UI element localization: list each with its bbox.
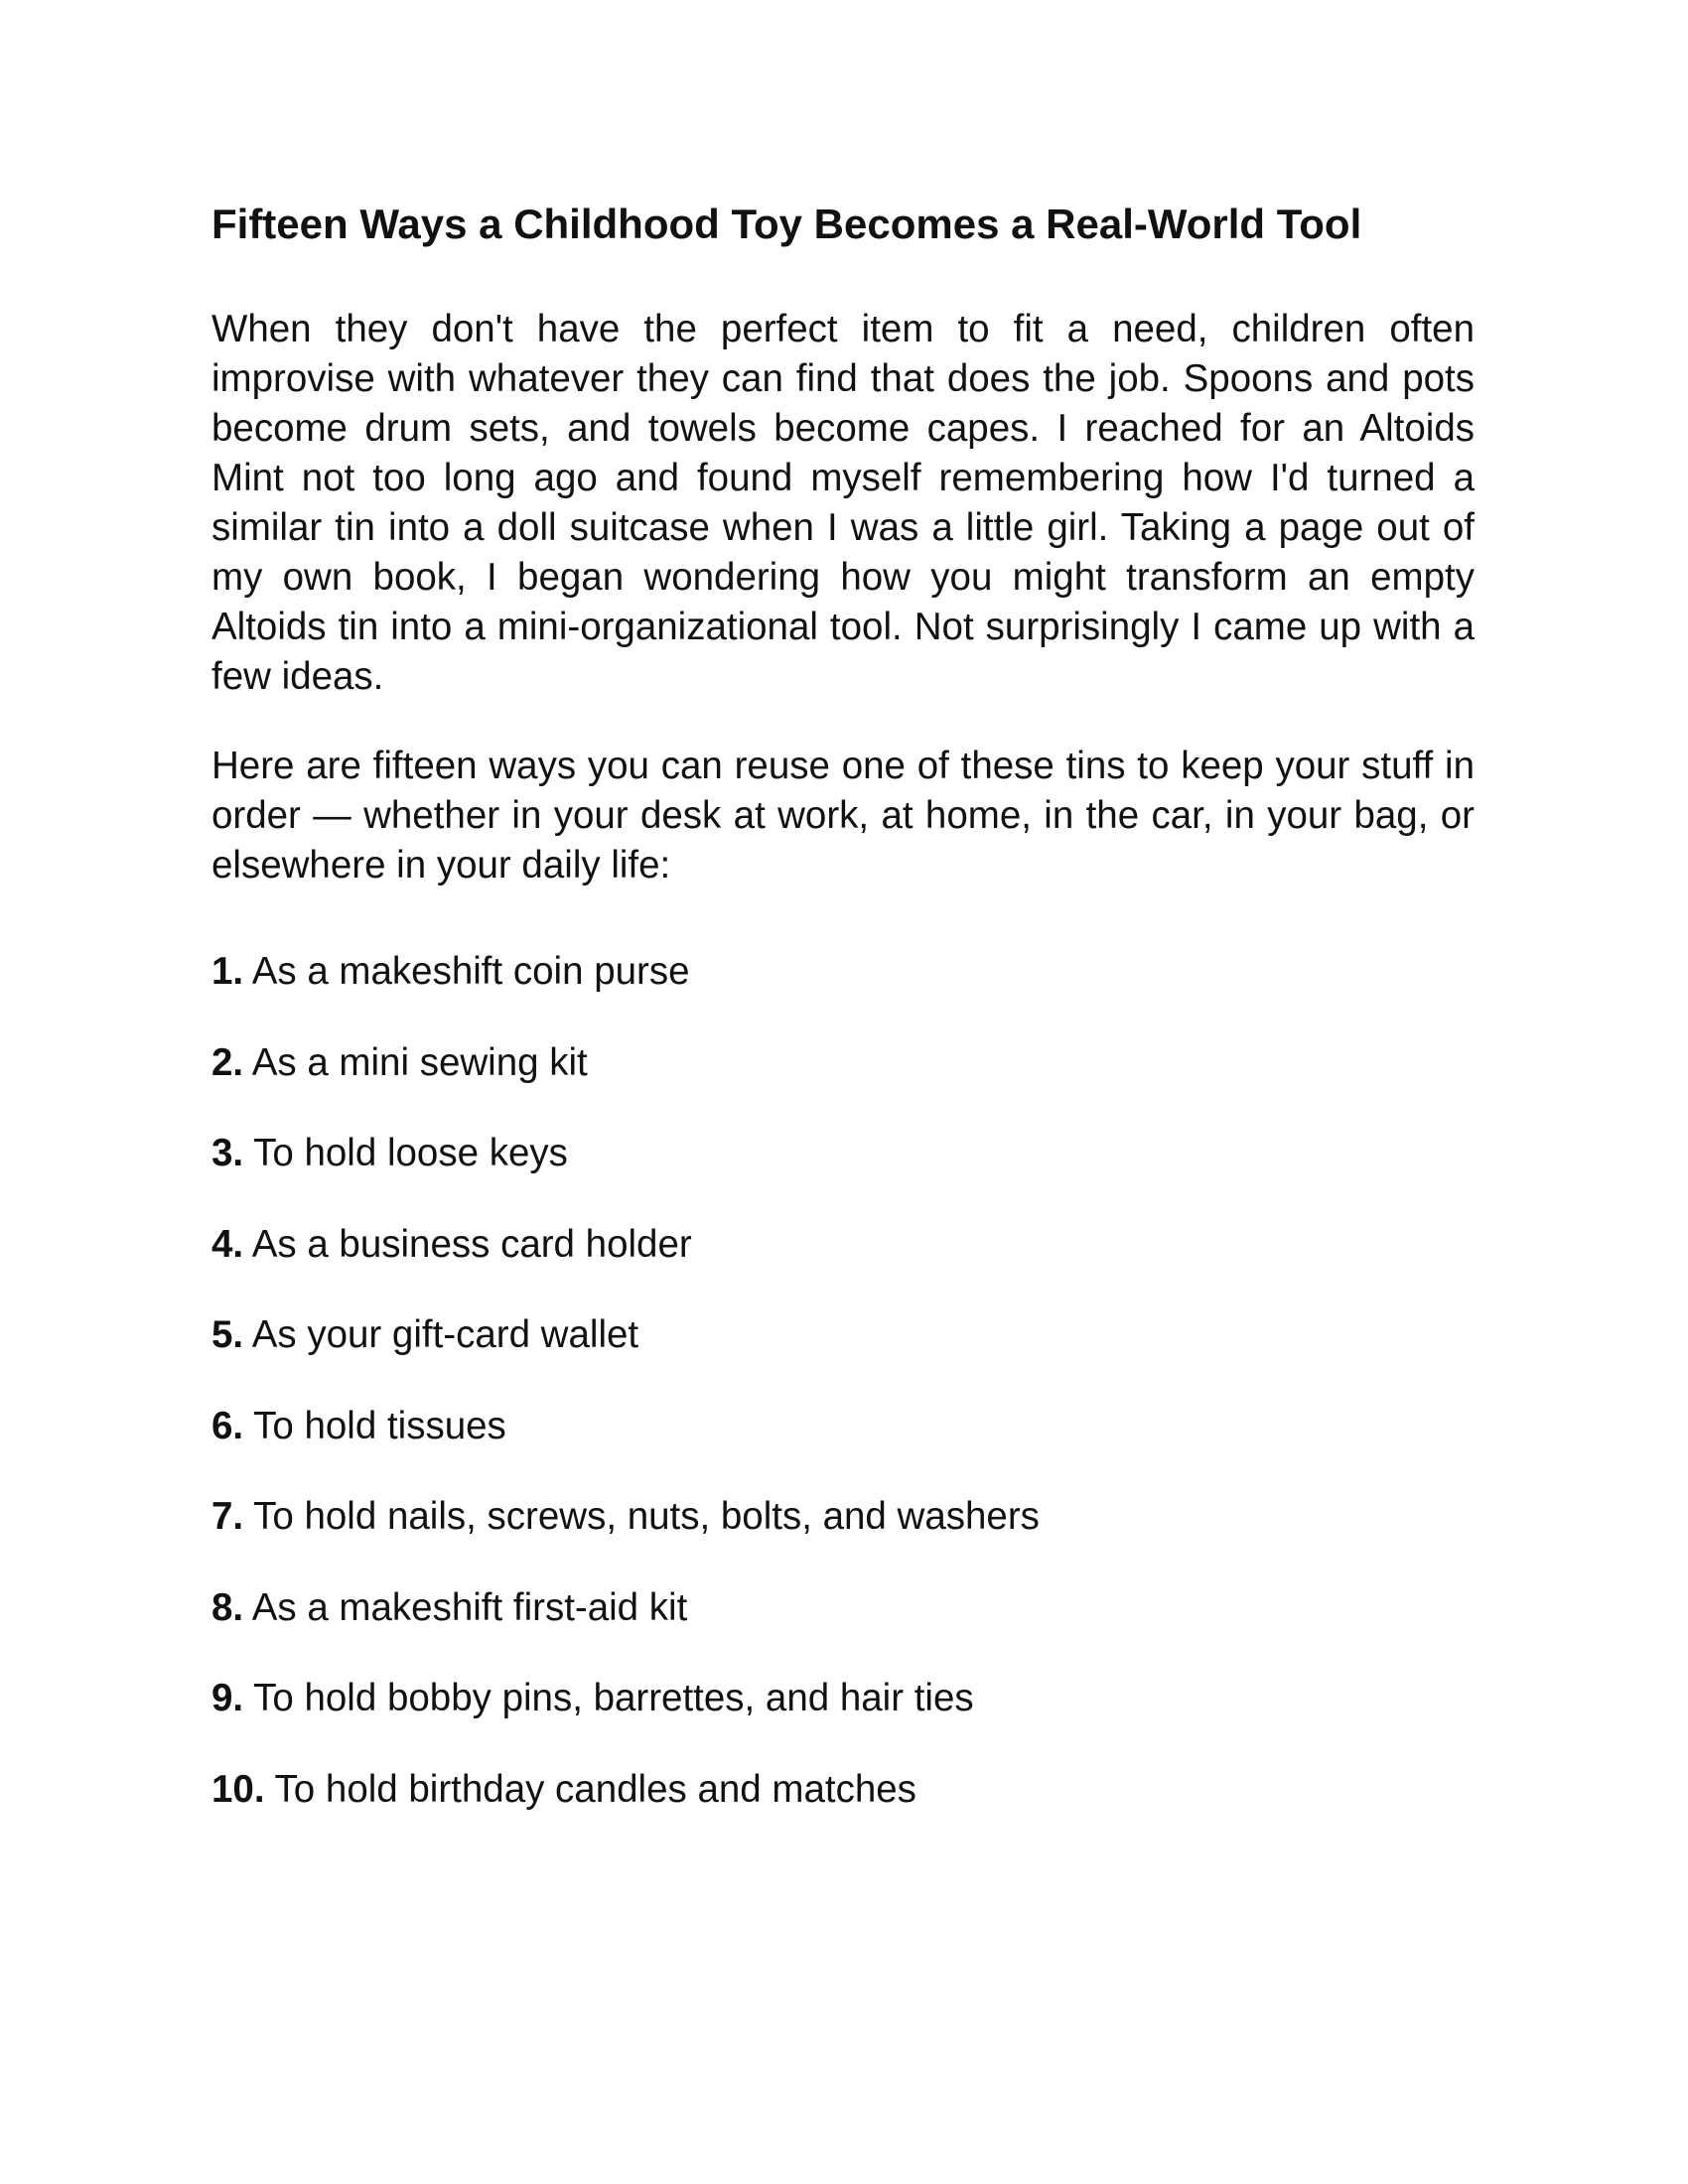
list-item-text: To hold nails, screws, nuts, bolts, and washers	[253, 1495, 1040, 1538]
list-item-number: 6.	[211, 1404, 244, 1447]
list-item-number: 8.	[211, 1585, 244, 1629]
list-item-text: As your gift-card wallet	[251, 1313, 639, 1356]
list-item-text: To hold loose keys	[253, 1132, 568, 1174]
list-item	[211, 1129, 1475, 1178]
list-item-text: As a mini sewing kit	[251, 1040, 588, 1084]
list-item-number: 4.	[211, 1222, 244, 1266]
lead-in-paragraph: Here are fifteen ways you can reuse one of these tins to keep your stuff in order — whether in your desk at work, at home, in the car, in your bag, or elsewhere in your daily life:	[211, 745, 1475, 887]
list-item	[211, 1038, 1475, 1088]
list-item-text: To hold birthday candles and matches	[274, 1767, 916, 1811]
list-item-text: As a makeshift coin purse	[251, 950, 690, 993]
list-item-number: 5.	[211, 1313, 244, 1356]
article-title: Fifteen Ways a Childhood Toy Becomes a Real-World Tool	[211, 201, 1362, 247]
list-item-number: 7.	[211, 1495, 244, 1538]
list-item-number: 1.	[211, 950, 244, 993]
list-item-text: As a makeshift first-aid kit	[251, 1585, 688, 1629]
list-item	[211, 1583, 1475, 1633]
list-item-text: To hold bobby pins, barrettes, and hair ties	[253, 1677, 974, 1719]
list-item	[211, 1220, 1475, 1270]
list-item	[211, 1492, 1475, 1542]
list-item	[211, 1765, 1475, 1815]
list-item-text: As a business card holder	[251, 1222, 692, 1266]
list-item	[211, 947, 1475, 997]
intro-paragraph: When they don't have the perfect item to fit a need, children often improvise with whatever they can find that does the job. Spoons and pots become drum sets, and towels become capes. I reached for an Altoids Mint not too long ago and found myself remembering how I'd turned a similar tin into a doll suitcase when I was a little girl. Taking a page out of my own book, I began wondering how you might transform an empty Altoids tin into a mini-organizational tool. Not surprisingly I came up with a few ideas.	[211, 308, 1475, 698]
list-item	[211, 1310, 1475, 1360]
list-item	[211, 1402, 1475, 1451]
list-item-number: 9.	[211, 1677, 244, 1719]
document-page	[211, 197, 1475, 1855]
list-item-number: 3.	[211, 1132, 244, 1174]
ideas-list	[211, 947, 1475, 1815]
list-item-number: 2.	[211, 1040, 244, 1084]
list-item-number: 10.	[211, 1767, 265, 1811]
list-item	[211, 1674, 1475, 1723]
list-item-text: To hold tissues	[253, 1404, 506, 1447]
